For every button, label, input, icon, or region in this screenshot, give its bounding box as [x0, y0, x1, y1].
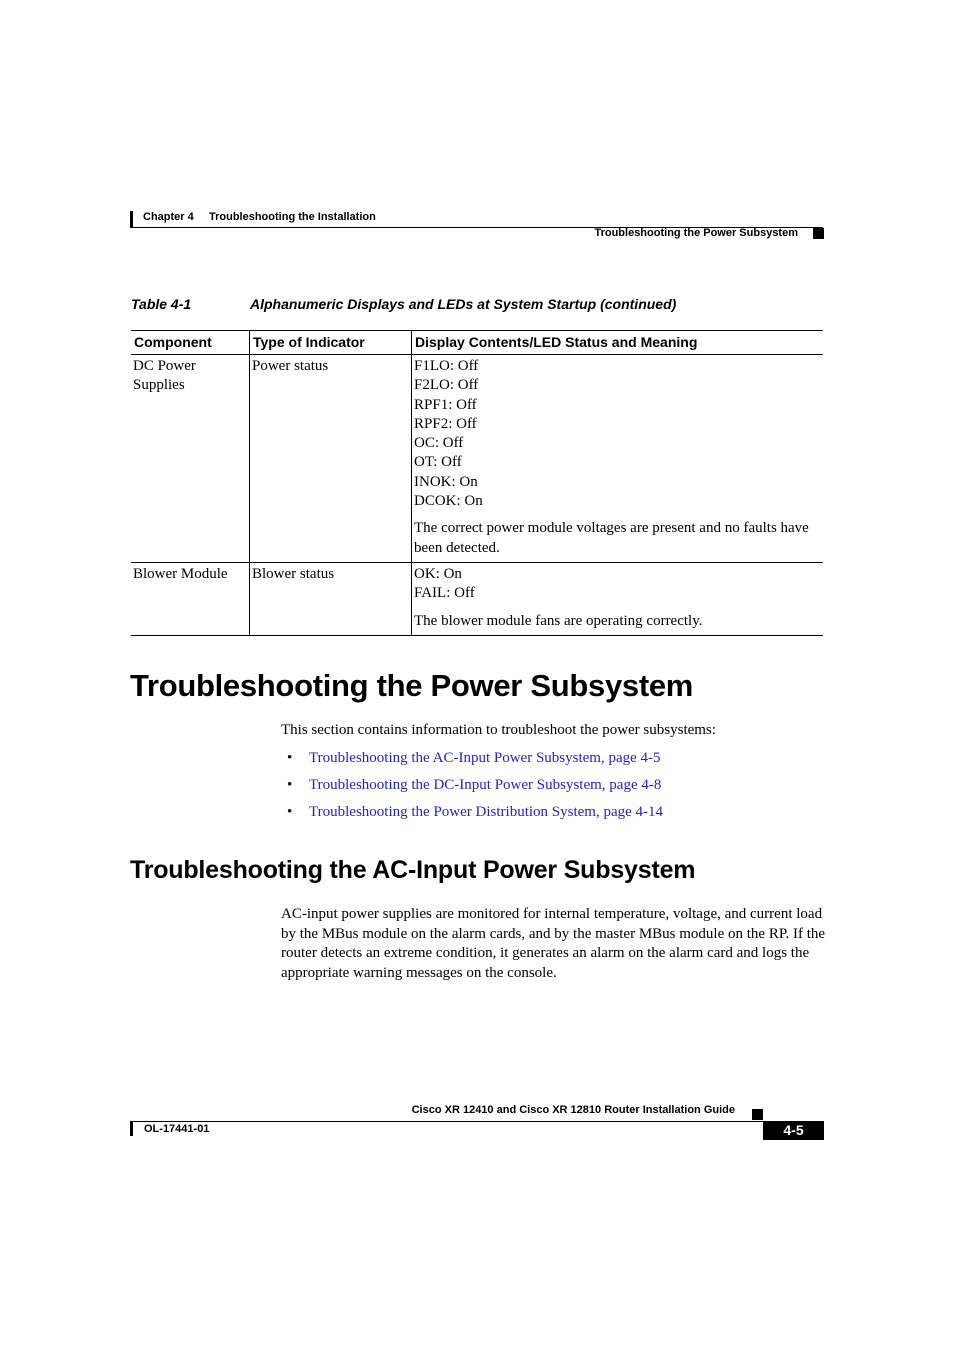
- link-ac-input[interactable]: Troubleshooting the AC-Input Power Subsystem, page 4-5: [309, 750, 661, 766]
- bullet-icon: •: [287, 750, 293, 766]
- section-heading: Troubleshooting the Power Subsystem: [130, 668, 694, 703]
- cell-status: [412, 355, 824, 563]
- status-meaning: The correct power module voltages are present and no faults have been detected.: [414, 520, 809, 556]
- table-row: [131, 355, 823, 563]
- section-intro: This section contains information to troubleshoot the power subsystems:: [281, 722, 716, 738]
- list-item: [287, 777, 661, 794]
- footer-guide-title: Cisco XR 12410 and Cisco XR 12810 Router Installation Guide: [411, 1104, 735, 1116]
- footer-rule: [130, 1121, 824, 1122]
- status-line: OT: Off: [414, 454, 462, 471]
- status-line: F1LO: Off: [414, 358, 479, 374]
- table-caption-title: Alphanumeric Displays and LEDs at System Startup (continued): [250, 296, 677, 312]
- footer-bar: [130, 1121, 133, 1136]
- status-line: INOK: On: [414, 473, 478, 490]
- status-line: F2LO: Off: [414, 377, 479, 394]
- table-caption-label: Table 4-1: [131, 296, 192, 312]
- status-line: FAIL: Off: [414, 585, 475, 602]
- cell-indicator: Power status: [250, 355, 412, 563]
- footer-page-number: 4-5: [763, 1121, 824, 1140]
- bullet-icon: •: [287, 777, 293, 793]
- list-item: [287, 750, 661, 767]
- status-line: RPF1: Off: [414, 396, 477, 413]
- link-dc-input[interactable]: Troubleshooting the DC-Input Power Subsystem, page 4-8: [309, 777, 662, 793]
- column-header-component: Component: [131, 331, 250, 355]
- list-item: [287, 804, 663, 821]
- subsection-paragraph: AC-input power supplies are monitored for internal temperature, voltage, and current load by the MBus module on the alarm cards, and by the master MBus module on the RP. If the router detects an extreme condition, it generates an alarm on the alarm card and logs the appropriate warning messages on the console.: [281, 906, 826, 981]
- cell-component: Blower Module: [131, 562, 250, 635]
- footer-square-mark: [752, 1109, 763, 1120]
- header-section-title: Troubleshooting the Power Subsystem: [594, 227, 798, 239]
- column-header-indicator: Type of Indicator: [250, 331, 412, 355]
- status-line: RPF2: Off: [414, 415, 477, 432]
- component-text: DC Power Supplies: [133, 358, 196, 394]
- bullet-icon: •: [287, 804, 293, 820]
- header-bar: [130, 211, 133, 227]
- table-header-row: [131, 331, 823, 355]
- status-meaning: The blower module fans are operating correctly.: [414, 612, 703, 629]
- subsection-heading: Troubleshooting the AC-Input Power Subsystem: [130, 856, 696, 884]
- cell-component: [131, 355, 250, 563]
- startup-status-table: [131, 330, 823, 636]
- header-chapter-title: Troubleshooting the Installation: [209, 211, 376, 223]
- status-line: OK: On: [414, 565, 462, 582]
- cell-indicator: Blower status: [250, 562, 412, 635]
- cell-status: [412, 562, 824, 635]
- status-line: DCOK: On: [414, 493, 483, 510]
- status-line: OC: Off: [414, 435, 464, 452]
- header-chapter: Chapter 4: [143, 211, 194, 223]
- table-row: [131, 562, 823, 635]
- column-header-status: Display Contents/LED Status and Meaning: [412, 331, 824, 355]
- header-square-mark: [813, 228, 824, 239]
- link-power-distribution[interactable]: Troubleshooting the Power Distribution System, page 4-14: [309, 804, 664, 820]
- footer-doc-number: OL-17441-01: [144, 1123, 210, 1135]
